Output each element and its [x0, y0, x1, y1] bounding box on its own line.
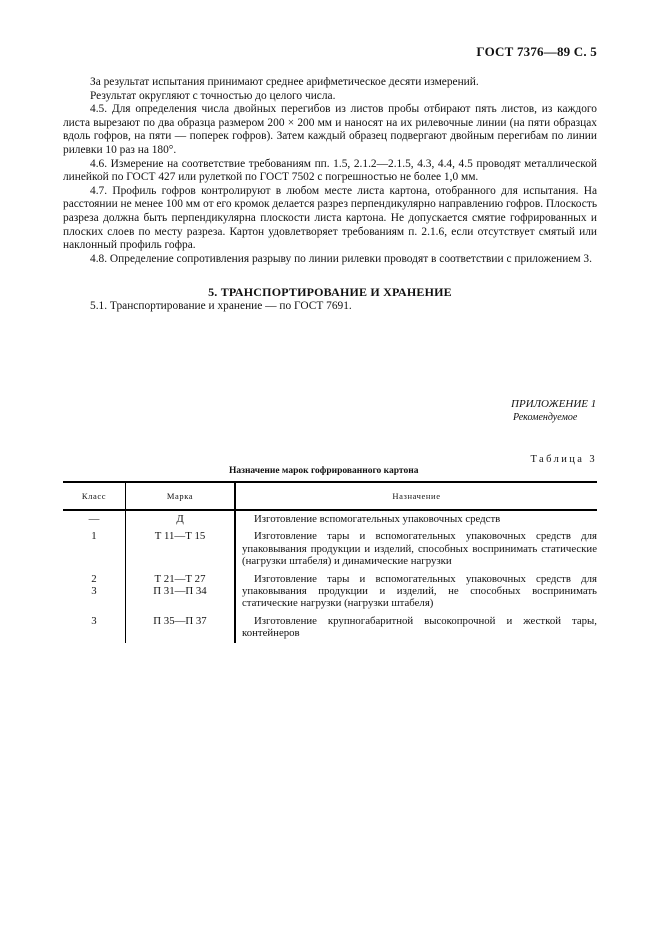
paragraph-result-rounding: Результат округляют с точностью до целого числа.: [90, 89, 336, 102]
table-row: [63, 613, 597, 643]
table-row: [63, 528, 597, 570]
section-title: 5. ТРАНСПОРТИРОВАНИЕ И ХРАНЕНИЕ: [208, 285, 452, 300]
purpose-text: Изготовление тары и вспомогательных упаковочных средств для упаковывания продукции и изделий, способных воспринимать статические (нагрузки штабеля) и динамические нагрузки: [242, 530, 597, 568]
cell-grade: [126, 613, 236, 643]
purpose-text: Изготовление крупногабаритной высокопрочной и жесткой тары, контейнеров: [242, 614, 597, 640]
purpose-text: Изготовление вспомогательных упаковочных средств: [254, 513, 501, 525]
grades-table: [63, 481, 597, 643]
purpose-text: Изготовление тары и вспомогательных упаковочных средств для упаковывания продукции и изделий, не способных воспринимать статические нагрузки (нагрузки штабеля): [242, 572, 597, 610]
table-row: [63, 510, 597, 528]
cell-grade: [126, 528, 236, 570]
cell-grade: [126, 510, 236, 528]
class-value: 3: [91, 585, 97, 598]
cell-purpose: [235, 510, 597, 528]
paragraph-4-8: 4.8. Определение сопротивления разрыву по линии рилевки проводят в соответствии с приложением 3.: [90, 252, 592, 265]
table-title: Назначение марок гофрированного картона: [229, 466, 419, 476]
grade-value: П 35—П 37: [153, 614, 207, 627]
body-text: [63, 76, 597, 314]
cell-purpose: [235, 528, 597, 570]
appendix-title: ПРИЛОЖЕНИЕ 1: [511, 398, 597, 410]
page-header: ГОСТ 7376—89 С. 5: [476, 44, 597, 59]
cell-class: [63, 528, 126, 570]
appendix-label: [511, 398, 596, 424]
class-value: —: [88, 513, 100, 525]
grade-value: Д: [176, 513, 184, 525]
cell-grade: [126, 571, 236, 613]
paragraph-result-average: За результат испытания принимают среднее арифметическое десяти измерений.: [90, 76, 479, 88]
class-value: 2: [91, 572, 97, 585]
cell-class: [63, 571, 126, 613]
cell-purpose: [235, 571, 597, 613]
paragraph-4-5: 4.5. Для определения числа двойных перегибов из листов пробы отбирают пять листов, из каждого листа вырезают по два образца размером 200 × 200 мм и наносят на их рилевочные линии (на пяти образцах вдоль гофров, на пяти — поперек гофров). Затем каждый образец подвергают двойным перегибам по линии рилевки 10 раз на 180°.: [63, 103, 597, 156]
column-header-class: Класс: [63, 482, 126, 510]
table-header-row: [63, 482, 597, 510]
grade-value: Т 21—Т 27: [154, 572, 206, 585]
column-header-grade: Марка: [126, 482, 236, 510]
paragraph-4-7: 4.7. Профиль гофров контролируют в любом месте листа картона, отобранного для испытания. На расстоянии не менее 100 мм от его кромок делается разрез перпендикулярно направлению гофров. Плоскость разреза должна быть перпендикулярна плоскости листа картона. Не допускается смятие гофрированных и плоских слоев по месту разреза. Картон удовлетворяет требованиям п. 2.1.6, если отсутствует смятый или наклонный профиль гофра.: [63, 184, 598, 252]
class-value: 3: [91, 614, 97, 627]
grade-value: П 31—П 34: [153, 585, 207, 598]
table-row: [63, 571, 597, 613]
grade-value: Т 11—Т 15: [154, 530, 206, 543]
paragraph-5-1: 5.1. Транспортирование и хранение — по ГОСТ 7691.: [90, 299, 352, 312]
cell-class: [63, 510, 126, 528]
class-value: 1: [91, 530, 97, 543]
table-number: Таблица 3: [530, 454, 597, 465]
column-header-purpose: Назначение: [235, 482, 597, 510]
cell-class: [63, 613, 126, 643]
cell-purpose: [235, 613, 597, 643]
appendix-subtitle: Рекомендуемое: [513, 412, 578, 423]
paragraph-4-6: 4.6. Измерение на соответствие требованиям пп. 1.5, 2.1.2—2.1.5, 4.3, 4.4, 4.5 проводят металлической линейкой по ГОСТ 427 или рулеткой по ГОСТ 7502 с погрешностью не более 1,0 мм.: [63, 157, 597, 184]
